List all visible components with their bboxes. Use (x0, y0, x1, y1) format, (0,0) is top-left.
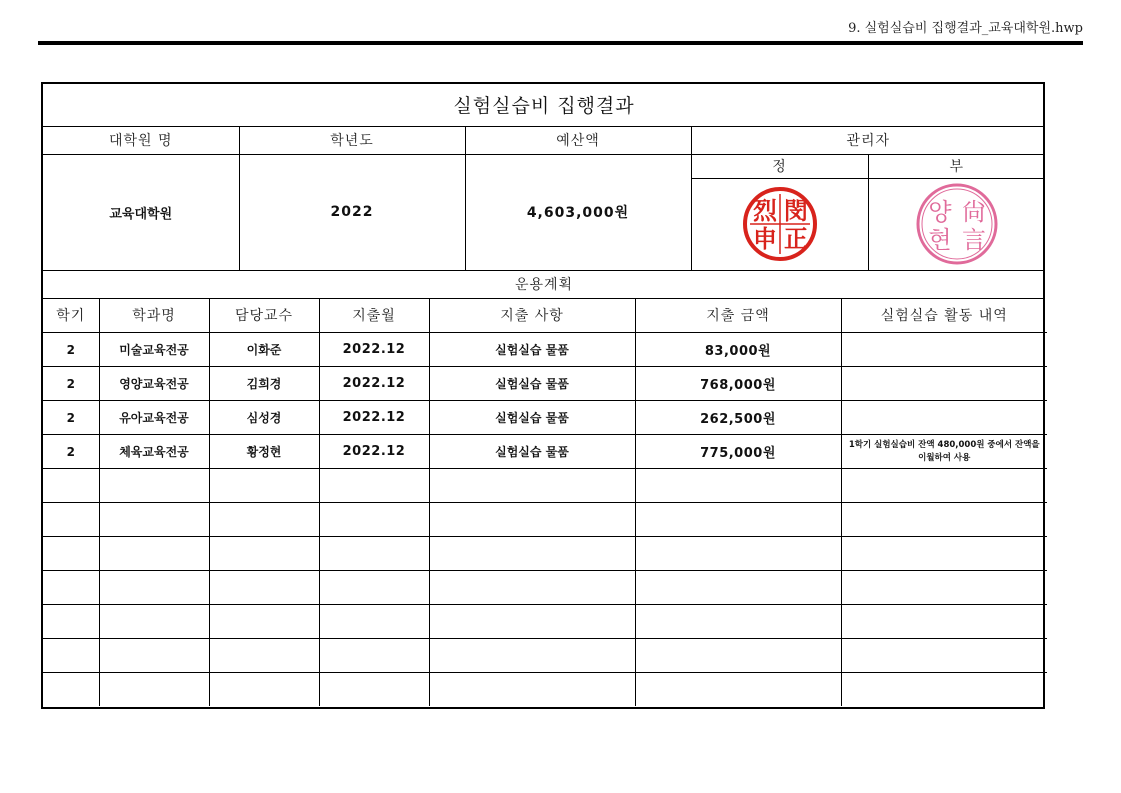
empty-cell (429, 639, 635, 673)
secondary-seal-char-4: 言 (961, 226, 986, 254)
empty-cell (99, 537, 209, 571)
table-row (43, 401, 1047, 435)
empty-cell (635, 503, 841, 537)
empty-cell (841, 503, 1047, 537)
primary-seal-char-4: 申 (752, 224, 777, 253)
plan-header-row (43, 299, 1047, 333)
empty-cell (209, 605, 319, 639)
secondary-seal-icon (915, 182, 999, 266)
empty-cell (429, 605, 635, 639)
cell-activity: 1학기 실험실습비 잔액 480,000원 중에서 잔액을 이월하여 사용 (841, 435, 1047, 469)
header-grad-school: 대학원 명 (43, 126, 239, 154)
empty-cell (429, 673, 635, 706)
cell-amount: 262,500원 (635, 401, 841, 435)
empty-cell (429, 503, 635, 537)
table-row (43, 333, 1047, 367)
table-row-empty (43, 571, 1047, 605)
col-semester: 학기 (43, 299, 99, 333)
col-professor: 담당교수 (209, 299, 319, 333)
table-row-empty (43, 605, 1047, 639)
table-row-empty (43, 469, 1047, 503)
cell-activity (841, 401, 1047, 435)
table-row-empty (43, 639, 1047, 673)
empty-cell (841, 469, 1047, 503)
plan-table (43, 299, 1047, 706)
cell-activity (841, 367, 1047, 401)
plan-label: 운용계획 (43, 270, 1045, 298)
empty-cell (429, 469, 635, 503)
empty-cell (319, 537, 429, 571)
empty-cell (209, 673, 319, 706)
cell-semester: 2 (43, 367, 99, 401)
empty-cell (209, 469, 319, 503)
table-row-empty (43, 537, 1047, 571)
header-manager-secondary: 부 (868, 154, 1045, 178)
header-year: 학년도 (239, 126, 465, 154)
empty-cell (43, 639, 99, 673)
primary-seal-char-1: 閔 (783, 196, 808, 225)
empty-cell (841, 605, 1047, 639)
cell-month: 2022.12 (319, 435, 429, 469)
primary-seal-char-3: 正 (783, 224, 808, 253)
col-amount: 지출 금액 (635, 299, 841, 333)
col-month: 지출월 (319, 299, 429, 333)
header-budget: 예산액 (465, 126, 691, 154)
cell-item: 실험실습 물품 (429, 435, 635, 469)
empty-cell (209, 537, 319, 571)
primary-seal-char-2: 烈 (752, 196, 777, 225)
cell-dept: 영양교육전공 (99, 367, 209, 401)
empty-cell (635, 639, 841, 673)
cell-activity (841, 333, 1047, 367)
empty-cell (99, 673, 209, 706)
cell-amount: 83,000원 (635, 333, 841, 367)
value-grad-school: 교육대학원 (43, 154, 239, 270)
empty-cell (319, 571, 429, 605)
empty-cell (429, 537, 635, 571)
empty-cell (841, 537, 1047, 571)
empty-cell (43, 605, 99, 639)
cell-amount: 768,000원 (635, 367, 841, 401)
header-rule (38, 41, 1083, 45)
header-manager-primary: 정 (691, 154, 868, 178)
table-row-empty (43, 503, 1047, 537)
table-row (43, 435, 1047, 469)
header-manager: 관리자 (691, 126, 1045, 154)
cell-professor: 김희경 (209, 367, 319, 401)
cell-dept: 미술교육전공 (99, 333, 209, 367)
document-filename: 9. 실험실습비 집행결과_교육대학원.hwp (848, 21, 1083, 36)
document-table (41, 82, 1045, 709)
seal-cell-primary (691, 178, 868, 270)
empty-cell (43, 571, 99, 605)
cell-dept: 유아교육전공 (99, 401, 209, 435)
empty-cell (841, 673, 1047, 706)
cell-semester: 2 (43, 401, 99, 435)
table-row-empty (43, 673, 1047, 706)
empty-cell (43, 673, 99, 706)
empty-cell (635, 537, 841, 571)
cell-professor: 심성경 (209, 401, 319, 435)
empty-cell (319, 503, 429, 537)
empty-cell (43, 537, 99, 571)
empty-cell (635, 605, 841, 639)
cell-item: 실험실습 물품 (429, 333, 635, 367)
cell-item: 실험실습 물품 (429, 401, 635, 435)
empty-cell (841, 571, 1047, 605)
cell-dept: 체육교육전공 (99, 435, 209, 469)
empty-cell (99, 469, 209, 503)
empty-cell (209, 639, 319, 673)
empty-cell (43, 469, 99, 503)
summary-table (43, 84, 1045, 299)
primary-seal-icon (742, 186, 818, 262)
empty-cell (99, 639, 209, 673)
empty-cell (99, 503, 209, 537)
col-item: 지출 사항 (429, 299, 635, 333)
value-year: 2022 (239, 154, 465, 270)
empty-cell (841, 639, 1047, 673)
empty-cell (209, 571, 319, 605)
cell-month: 2022.12 (319, 401, 429, 435)
empty-cell (99, 571, 209, 605)
table-row (43, 367, 1047, 401)
empty-cell (43, 503, 99, 537)
col-dept: 학과명 (99, 299, 209, 333)
cell-month: 2022.12 (319, 367, 429, 401)
empty-cell (319, 469, 429, 503)
cell-professor: 황정현 (209, 435, 319, 469)
empty-cell (429, 571, 635, 605)
secondary-seal-char-2: 양 (928, 198, 952, 226)
col-activity: 실험실습 활동 내역 (841, 299, 1047, 333)
empty-cell (319, 639, 429, 673)
secondary-seal-char-1: 尙 (961, 198, 986, 226)
secondary-seal-char-3: 현 (928, 226, 952, 254)
empty-cell (635, 673, 841, 706)
cell-semester: 2 (43, 333, 99, 367)
document-title: 실험실습비 집행결과 (43, 84, 1045, 126)
empty-cell (99, 605, 209, 639)
empty-cell (635, 571, 841, 605)
value-budget: 4,603,000원 (465, 154, 691, 270)
empty-cell (635, 469, 841, 503)
cell-item: 실험실습 물품 (429, 367, 635, 401)
empty-cell (209, 503, 319, 537)
cell-semester: 2 (43, 435, 99, 469)
cell-professor: 이화준 (209, 333, 319, 367)
seal-cell-secondary (868, 178, 1045, 270)
empty-cell (319, 605, 429, 639)
empty-cell (319, 673, 429, 706)
cell-amount: 775,000원 (635, 435, 841, 469)
cell-month: 2022.12 (319, 333, 429, 367)
